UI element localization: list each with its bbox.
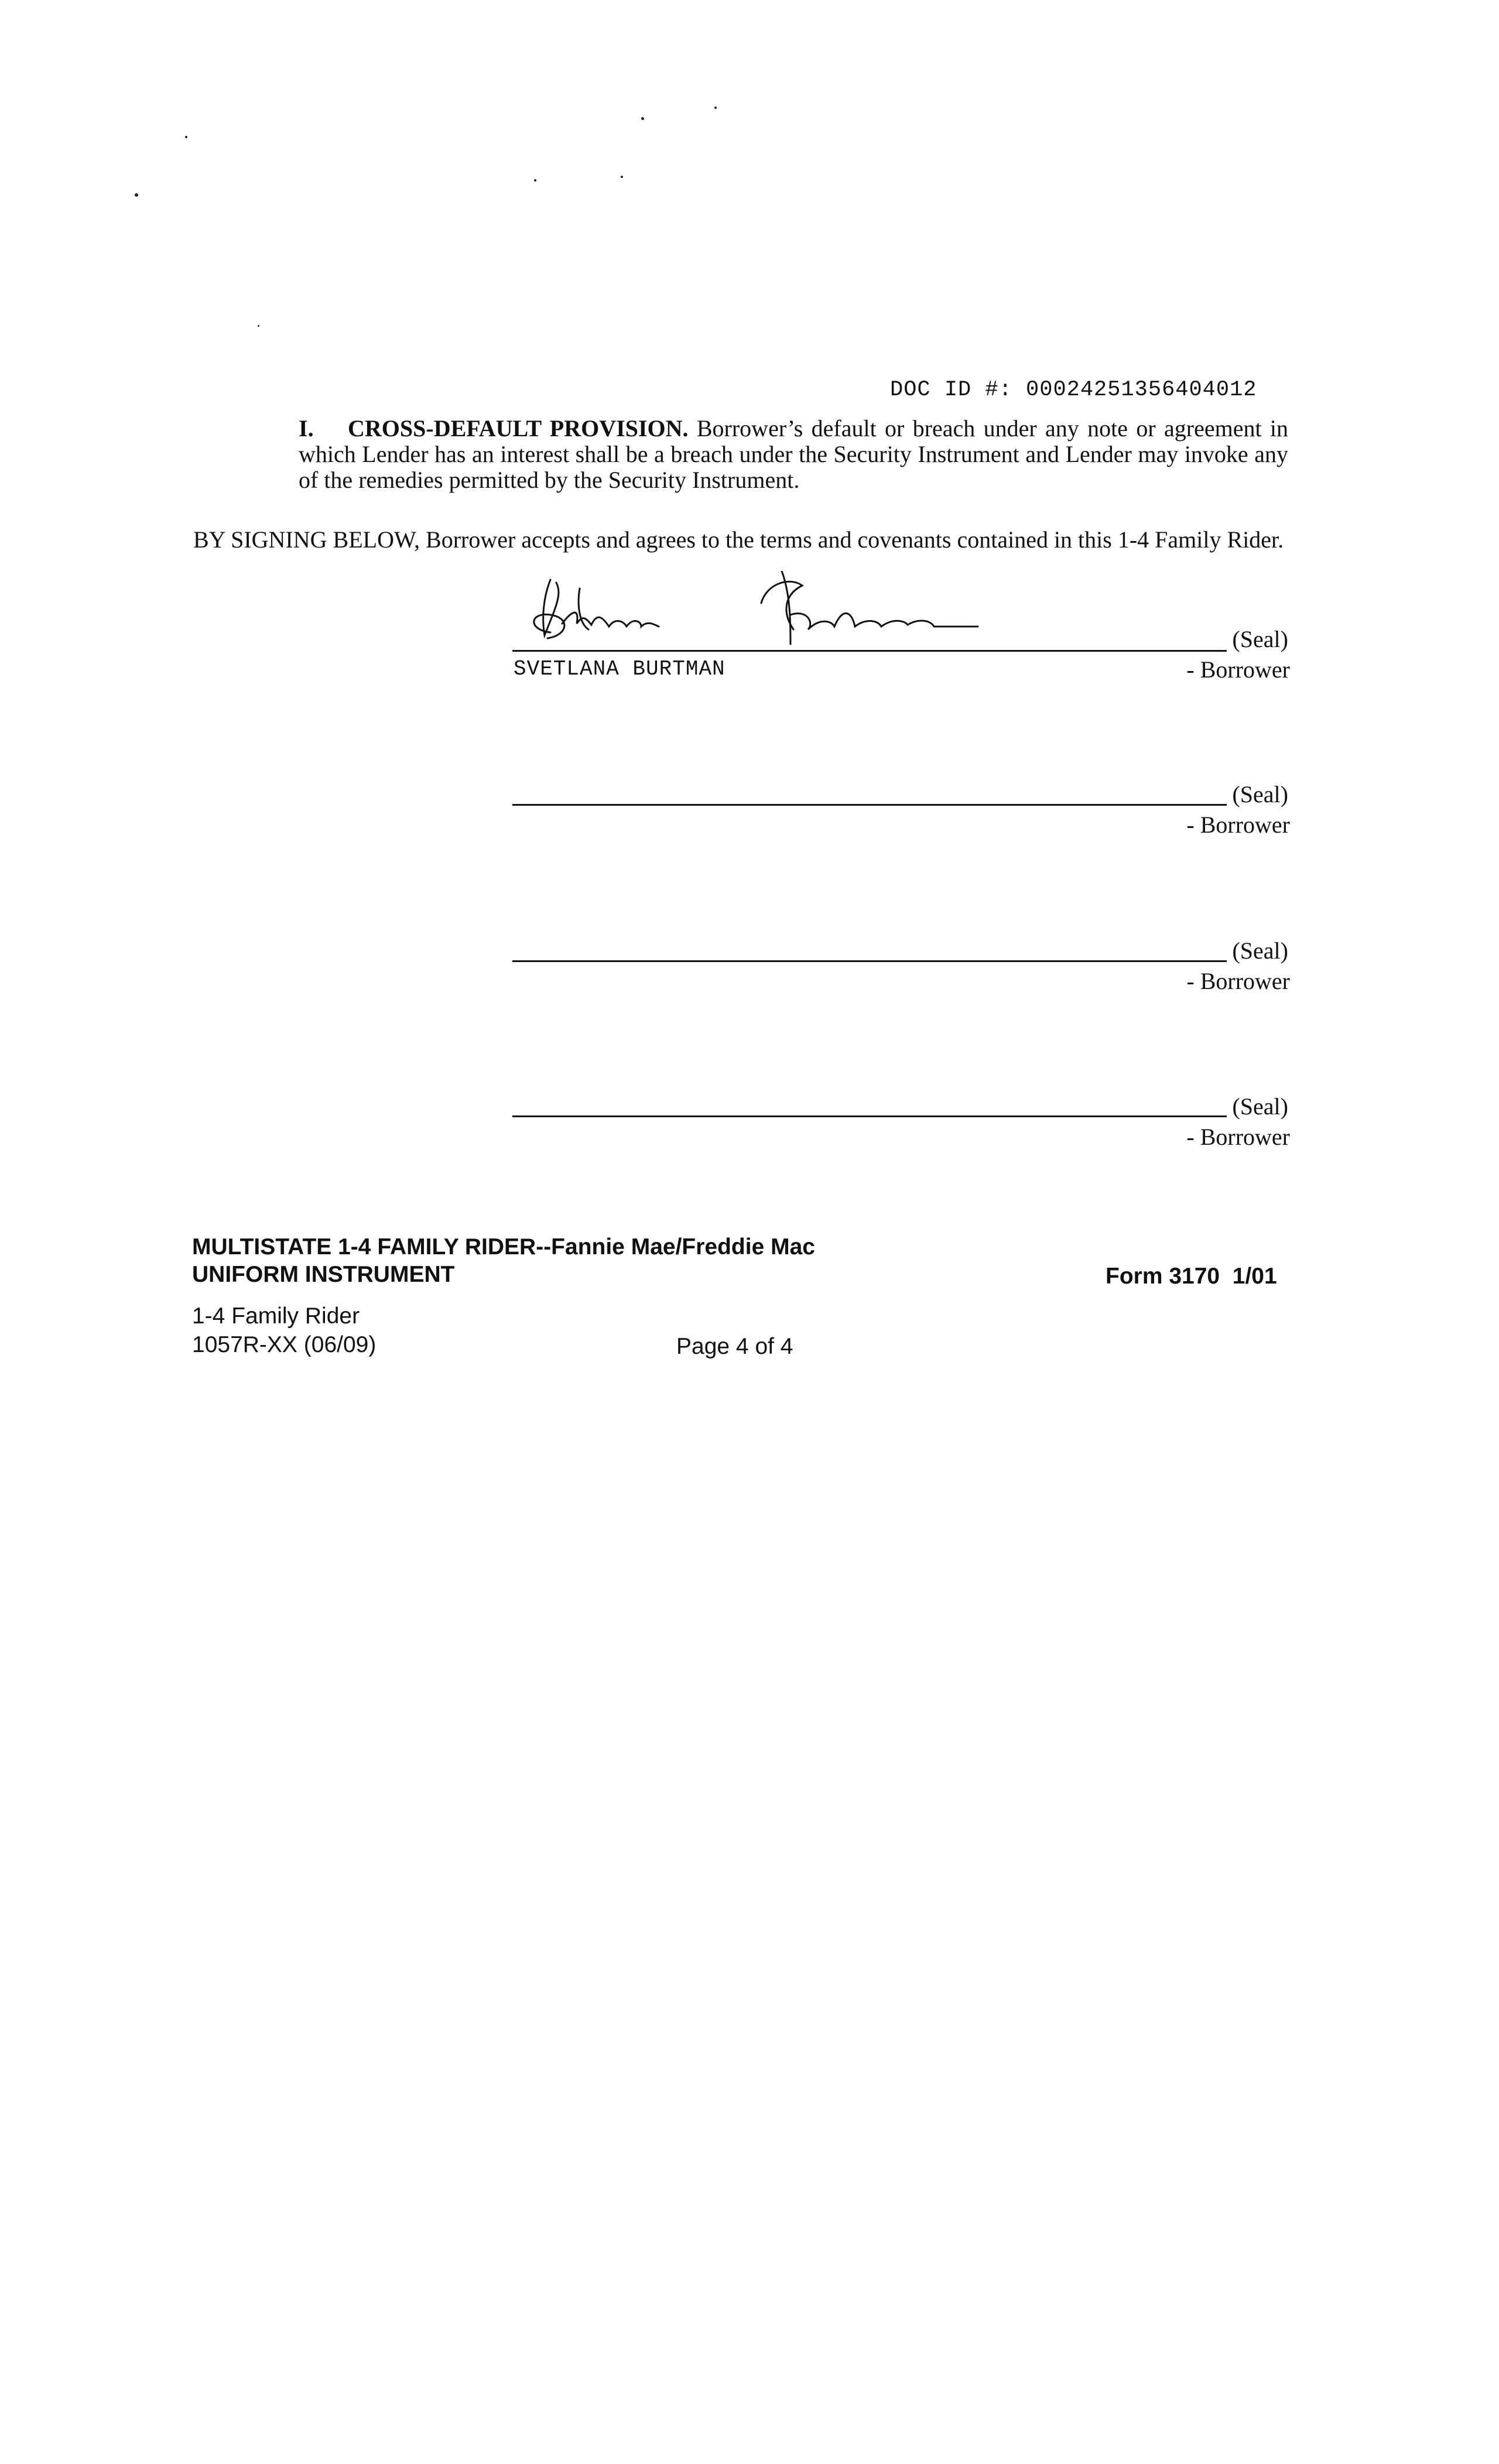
section-title: CROSS-DEFAULT PROVISION. [348, 415, 689, 442]
page-number: Page 4 of 4 [676, 1334, 793, 1359]
signature-line [512, 804, 1227, 806]
seal-label: (Seal) [1232, 626, 1288, 652]
borrower-label: - Borrower [1186, 656, 1290, 683]
section-body: Borrower’s default or breach under any note or agreement in which Lender has an interest shall be a breach under the Security Instrument and Lender may invoke any of the remedies permitted by the Security Instrument. [299, 415, 1289, 493]
borrower-label: - Borrower [1186, 1124, 1290, 1150]
scan-speck [621, 176, 623, 178]
seal-label: (Seal) [1232, 1093, 1288, 1120]
rider-name: 1-4 Family Rider [192, 1303, 360, 1329]
signature-line [512, 1115, 1227, 1117]
borrower-signature [515, 571, 1101, 647]
scan-speck [534, 179, 536, 182]
seal-label: (Seal) [1232, 937, 1288, 964]
footer-title-1: MULTISTATE 1-4 FAMILY RIDER--Fannie Mae/Freddie Mac [192, 1234, 815, 1260]
signer-name: SVETLANA BURTMAN [514, 657, 725, 681]
section-letter: I. [299, 415, 314, 442]
borrower-label: - Borrower [1186, 812, 1290, 838]
signature-line [512, 960, 1227, 962]
scan-speck [135, 193, 138, 197]
form-code: 1057R-XX (06/09) [192, 1332, 377, 1357]
scan-speck [641, 117, 644, 120]
form-number: Form 3170 1/01 [1106, 1264, 1277, 1289]
scan-speck [714, 107, 717, 109]
scan-speck [185, 136, 187, 138]
scan-speck [258, 325, 259, 327]
footer-title-2: UNIFORM INSTRUMENT [192, 1262, 455, 1287]
signing-statement: BY SIGNING BELOW, Borrower accepts and agrees to the terms and covenants contained in this 1-4 Family Rider. [193, 526, 1284, 553]
borrower-label: - Borrower [1186, 968, 1290, 994]
seal-label: (Seal) [1232, 781, 1288, 807]
doc-id: DOC ID #: 00024251356404012 [890, 378, 1257, 402]
signature-line [512, 650, 1227, 652]
cross-default-paragraph [246, 416, 1288, 493]
